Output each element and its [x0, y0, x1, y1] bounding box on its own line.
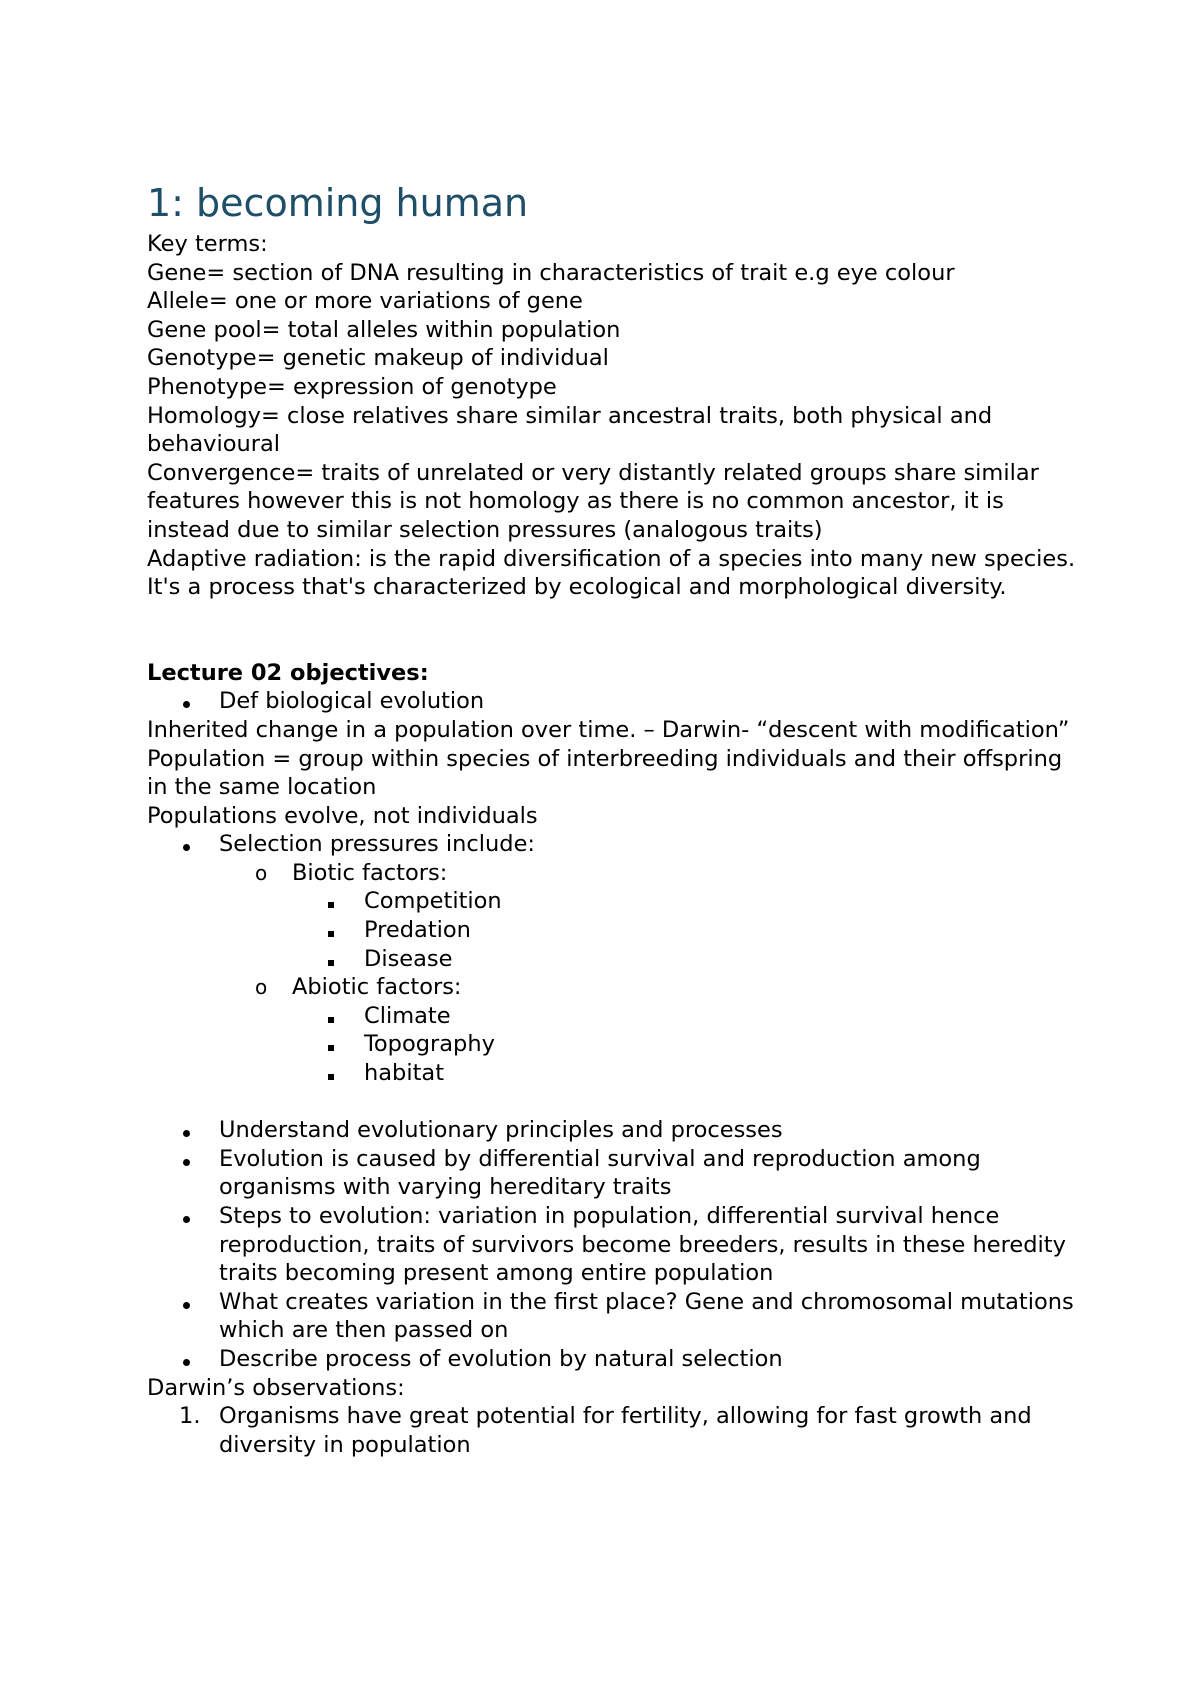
- sub-bullet-text: Abiotic factors:: [292, 974, 462, 1001]
- spacer: [147, 1088, 1087, 1117]
- square-bullet-icon: [327, 945, 334, 974]
- bullet-item: [147, 1202, 1087, 1288]
- key-term-homology: Homology= close relatives share similar ancestral traits, both physical and behavioural: [147, 402, 993, 458]
- key-term-gene: Gene= section of DNA resulting in characteristics of trait e.g eye colour: [147, 259, 955, 286]
- sub-sub-bullet-item: [147, 1059, 1087, 1088]
- page-title: 1: becoming human: [147, 181, 529, 225]
- bullet-icon: [183, 1202, 190, 1231]
- numbered-item: [147, 1402, 1087, 1459]
- circle-bullet-icon: o: [255, 860, 268, 885]
- key-terms-heading: Key terms:: [147, 231, 268, 257]
- bullet-icon: [183, 687, 190, 716]
- circle-bullet-icon: o: [255, 975, 268, 1000]
- square-bullet-icon: [327, 887, 334, 916]
- population-text: Population = group within species of interbreeding individuals and their offspring in the same location: [147, 745, 1063, 801]
- bullet-text: Evolution is caused by differential survival and reproduction among organisms with varying hereditary traits: [219, 1145, 981, 1201]
- bullet-text: Steps to evolution: variation in population, differential survival hence reproduction, traits of survivors become breeders, results in these heredity traits becoming present among entire population: [219, 1203, 1066, 1287]
- bullet-text: Describe process of evolution by natural selection: [219, 1345, 783, 1372]
- sub-sub-bullet-text: Competition: [364, 888, 502, 915]
- key-term-convergence: Convergence= traits of unrelated or very distantly related groups share similar features however this is not homology as there is no common ancestor, it is instead due to similar selection pressures (analogous traits): [147, 459, 1039, 543]
- key-term-gene-pool: Gene pool= total alleles within population: [147, 316, 621, 343]
- sub-sub-bullet-text: habitat: [364, 1060, 445, 1087]
- bullet-text: Def biological evolution: [219, 688, 485, 715]
- key-term-adaptive-radiation: Adaptive radiation: is the rapid diversification of a species into many new species. It's a process that's characterized by ecological and morphological diversity.: [147, 545, 1076, 601]
- sub-sub-bullet-item: [147, 887, 1087, 916]
- key-term-phenotype: Phenotype= expression of genotype: [147, 373, 557, 400]
- bullet-icon: [183, 1145, 190, 1174]
- bullet-item: [147, 1345, 1087, 1374]
- bullet-text: What creates variation in the first place? Gene and chromosomal mutations which are then passed on: [219, 1288, 1074, 1344]
- lecture-heading: Lecture 02 objectives:: [147, 659, 429, 686]
- bullet-icon: [183, 1116, 190, 1145]
- square-bullet-icon: [327, 1002, 334, 1031]
- bullet-item: [147, 1288, 1087, 1345]
- bullet-text: Understand evolutionary principles and processes: [219, 1117, 783, 1144]
- sub-bullet-item: [147, 859, 1087, 888]
- sub-sub-bullet-text: Topography: [364, 1031, 495, 1058]
- key-term-allele: Allele= one or more variations of gene: [147, 288, 583, 315]
- bullet-text: Selection pressures include:: [219, 831, 535, 858]
- sub-sub-bullet-text: Predation: [364, 917, 471, 944]
- darwin-heading: Darwin’s observations:: [147, 1374, 405, 1401]
- bullet-item: [147, 1116, 1087, 1145]
- sub-sub-bullet-item: [147, 916, 1087, 945]
- square-bullet-icon: [327, 1030, 334, 1059]
- bullet-icon: [183, 830, 190, 859]
- sub-sub-bullet-text: Disease: [364, 945, 453, 972]
- item-number: 1.: [179, 1403, 201, 1430]
- sub-sub-bullet-item: [147, 1030, 1087, 1059]
- bullet-icon: [183, 1345, 190, 1374]
- bullet-icon: [183, 1288, 190, 1317]
- bullet-item: [147, 830, 1087, 859]
- sub-bullet-item: [147, 973, 1087, 1002]
- numbered-item-text: Organisms have great potential for fertility, allowing for fast growth and diversity in population: [219, 1403, 1032, 1458]
- document-page: [147, 180, 1087, 1459]
- spacer: [147, 602, 1087, 659]
- square-bullet-icon: [327, 916, 334, 945]
- definition-text: Inherited change in a population over time. – Darwin- “descent with modification”: [147, 716, 1070, 743]
- sub-sub-bullet-item: [147, 945, 1087, 974]
- key-term-genotype: Genotype= genetic makeup of individual: [147, 345, 609, 372]
- sub-sub-bullet-text: Climate: [364, 1002, 451, 1029]
- evolve-text: Populations evolve, not individuals: [147, 802, 538, 829]
- bullet-item: [147, 687, 1087, 716]
- square-bullet-icon: [327, 1059, 334, 1088]
- sub-bullet-text: Biotic factors:: [292, 859, 448, 886]
- bullet-item: [147, 1145, 1087, 1202]
- sub-sub-bullet-item: [147, 1002, 1087, 1031]
